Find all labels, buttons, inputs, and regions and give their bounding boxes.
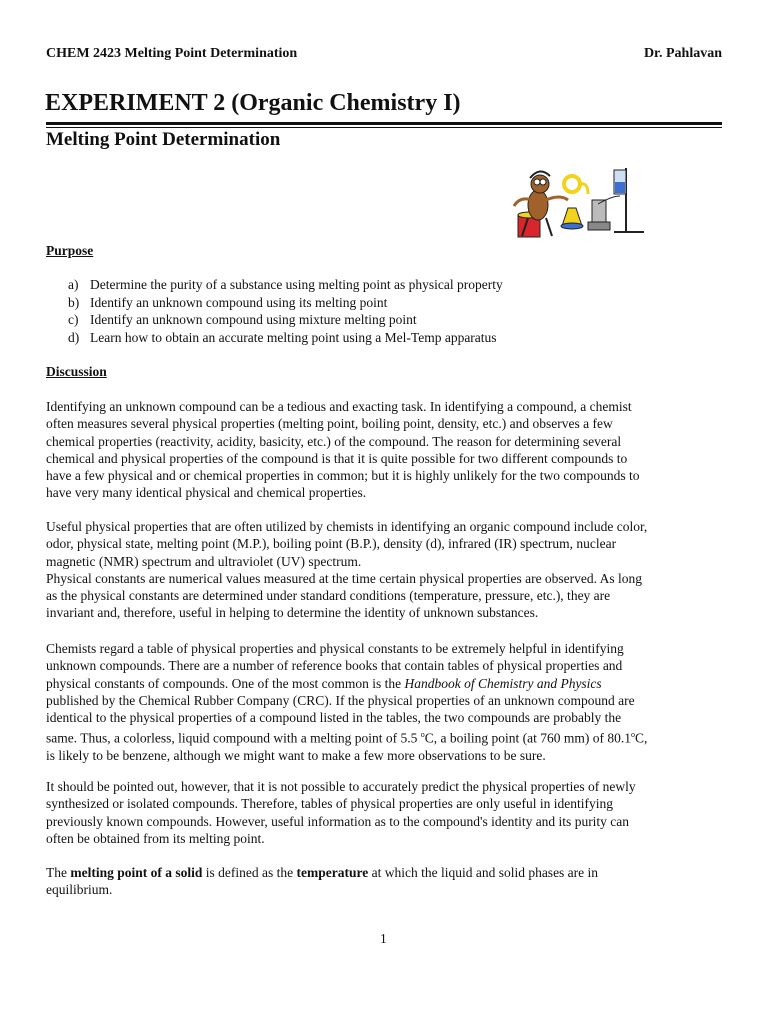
- discussion-paragraph-4: [46, 778, 726, 847]
- list-item: [68, 276, 503, 294]
- text-run: physical constants of compounds. One of the most common is the: [46, 675, 405, 691]
- discussion-heading: Discussion: [46, 364, 107, 379]
- text-run: The: [46, 865, 71, 880]
- text-line: is likely to be benzene, although we might want to make a few more observations to be sure.: [46, 748, 546, 764]
- title-rule-thin: [46, 127, 722, 128]
- text-run: C,: [634, 730, 648, 746]
- page-number: 1: [380, 931, 387, 946]
- handbook-title: Handbook of Chemistry and Physics: [404, 675, 602, 691]
- purpose-list: [68, 276, 503, 346]
- text-line: Useful physical properties that are often utilized by chemists in identifying an organic compound include color,: [46, 519, 648, 534]
- text-line: identical to the physical properties of a compound listed in the tables, the two compounds are probably the: [46, 710, 622, 726]
- text-line: magnetic (NMR) spectrum and ultraviolet (UV) spectrum.: [46, 553, 362, 569]
- text-line: have a few physical and or chemical properties in common; but it is highly unlikely for the two compounds to: [46, 468, 640, 484]
- text-line: have very many identical physical and chemical properties.: [46, 485, 367, 501]
- text-line: chemical properties (reactivity, acidity, basicity, etc.) of the compound. The reason for determining several: [46, 433, 622, 449]
- list-marker: c): [68, 312, 79, 327]
- text-line: published by the Chemical Rubber Company (CRC). If the physical properties of an unknown compound are: [46, 692, 635, 708]
- text-line: chemical and physical properties of the compound is that it is quite possible for two different compounds to: [46, 450, 628, 466]
- list-marker: d): [68, 329, 80, 345]
- text-line: Chemists regard a table of physical properties and physical constants to be extremely helpful in identifying: [46, 641, 624, 656]
- discussion-paragraph-2: [46, 518, 726, 622]
- text-line: invariant and, therefore, useful in helping to determine the identity of unknown substances.: [46, 605, 539, 621]
- text-run: same. Thus, a colorless, liquid compound with a melting point of 5.5: [46, 730, 421, 746]
- text-line: odor, physical state, melting point (M.P.), boiling point (B.P.), density (d), infrared (IR) spectrum, nuclear: [46, 536, 617, 552]
- text-run: C, a boiling point (at 760 mm) of 80.1: [424, 730, 631, 746]
- text-line: [46, 675, 726, 692]
- discussion-paragraph-5: [46, 864, 726, 899]
- title-rule-thick: [46, 122, 722, 125]
- bold-term: melting point of a solid: [70, 865, 203, 880]
- list-text: Identify an unknown compound using mixture melting point: [90, 312, 417, 327]
- text-line: Physical constants are numerical values measured at the time certain physical properties are observed. As long: [46, 570, 643, 586]
- discussion-paragraph-3: [46, 640, 726, 765]
- text-run: is defined as the: [202, 865, 297, 880]
- text-line: unknown compounds. There are a number of reference books that contain tables of physical properties and: [46, 658, 623, 674]
- degree-mark: o: [420, 730, 425, 740]
- text-line: Identifying an unknown compound can be a tedious and exacting task. In identifying a compound, a chemist: [46, 399, 632, 414]
- list-item: [68, 294, 503, 312]
- list-text: Determine the purity of a substance using melting point as physical property: [90, 277, 503, 292]
- page-title: EXPERIMENT 2 (Organic Chemistry I): [45, 90, 461, 116]
- list-item: [68, 329, 503, 347]
- list-marker: b): [68, 294, 80, 310]
- text-line: synthesized or isolated compounds. Therefore, tables of physical properties are only useful in identifying: [46, 796, 613, 812]
- list-text: Identify an unknown compound using its melting point: [90, 294, 388, 310]
- text-line: previously known compounds. However, useful information as to the compound's identity and its purity can: [46, 813, 630, 829]
- text-line: It should be pointed out, however, that it is not possible to accurately predict the physical properties of newly: [46, 779, 636, 794]
- list-item: [68, 311, 503, 329]
- header-author: Dr. Pahlavan: [643, 46, 722, 61]
- text-line: often be obtained from its melting point.: [46, 830, 265, 846]
- degree-mark: o: [630, 730, 635, 740]
- header-course-title: CHEM 2423 Melting Point Determination: [46, 46, 298, 61]
- text-line: [46, 864, 726, 881]
- purpose-heading: Purpose: [46, 243, 94, 258]
- text-line: as the physical constants are determined under standard conditions (temperature, pressure, etc.), they are: [46, 588, 611, 604]
- list-text: Learn how to obtain an accurate melting point using a Mel-Temp apparatus: [90, 329, 497, 345]
- page-subtitle: Melting Point Determination: [46, 129, 281, 150]
- text-run: at which the liquid and solid phases are in: [368, 865, 599, 880]
- discussion-paragraph-1: [46, 398, 726, 502]
- list-marker: a): [68, 277, 79, 292]
- text-line: [46, 726, 726, 747]
- bold-term: temperature: [296, 865, 369, 880]
- text-line: equilibrium.: [46, 882, 113, 898]
- text-line: often measures several physical properties (melting point, boiling point, density, etc.) and observes a few: [46, 416, 613, 432]
- chemist-lab-illustration: [498, 160, 646, 240]
